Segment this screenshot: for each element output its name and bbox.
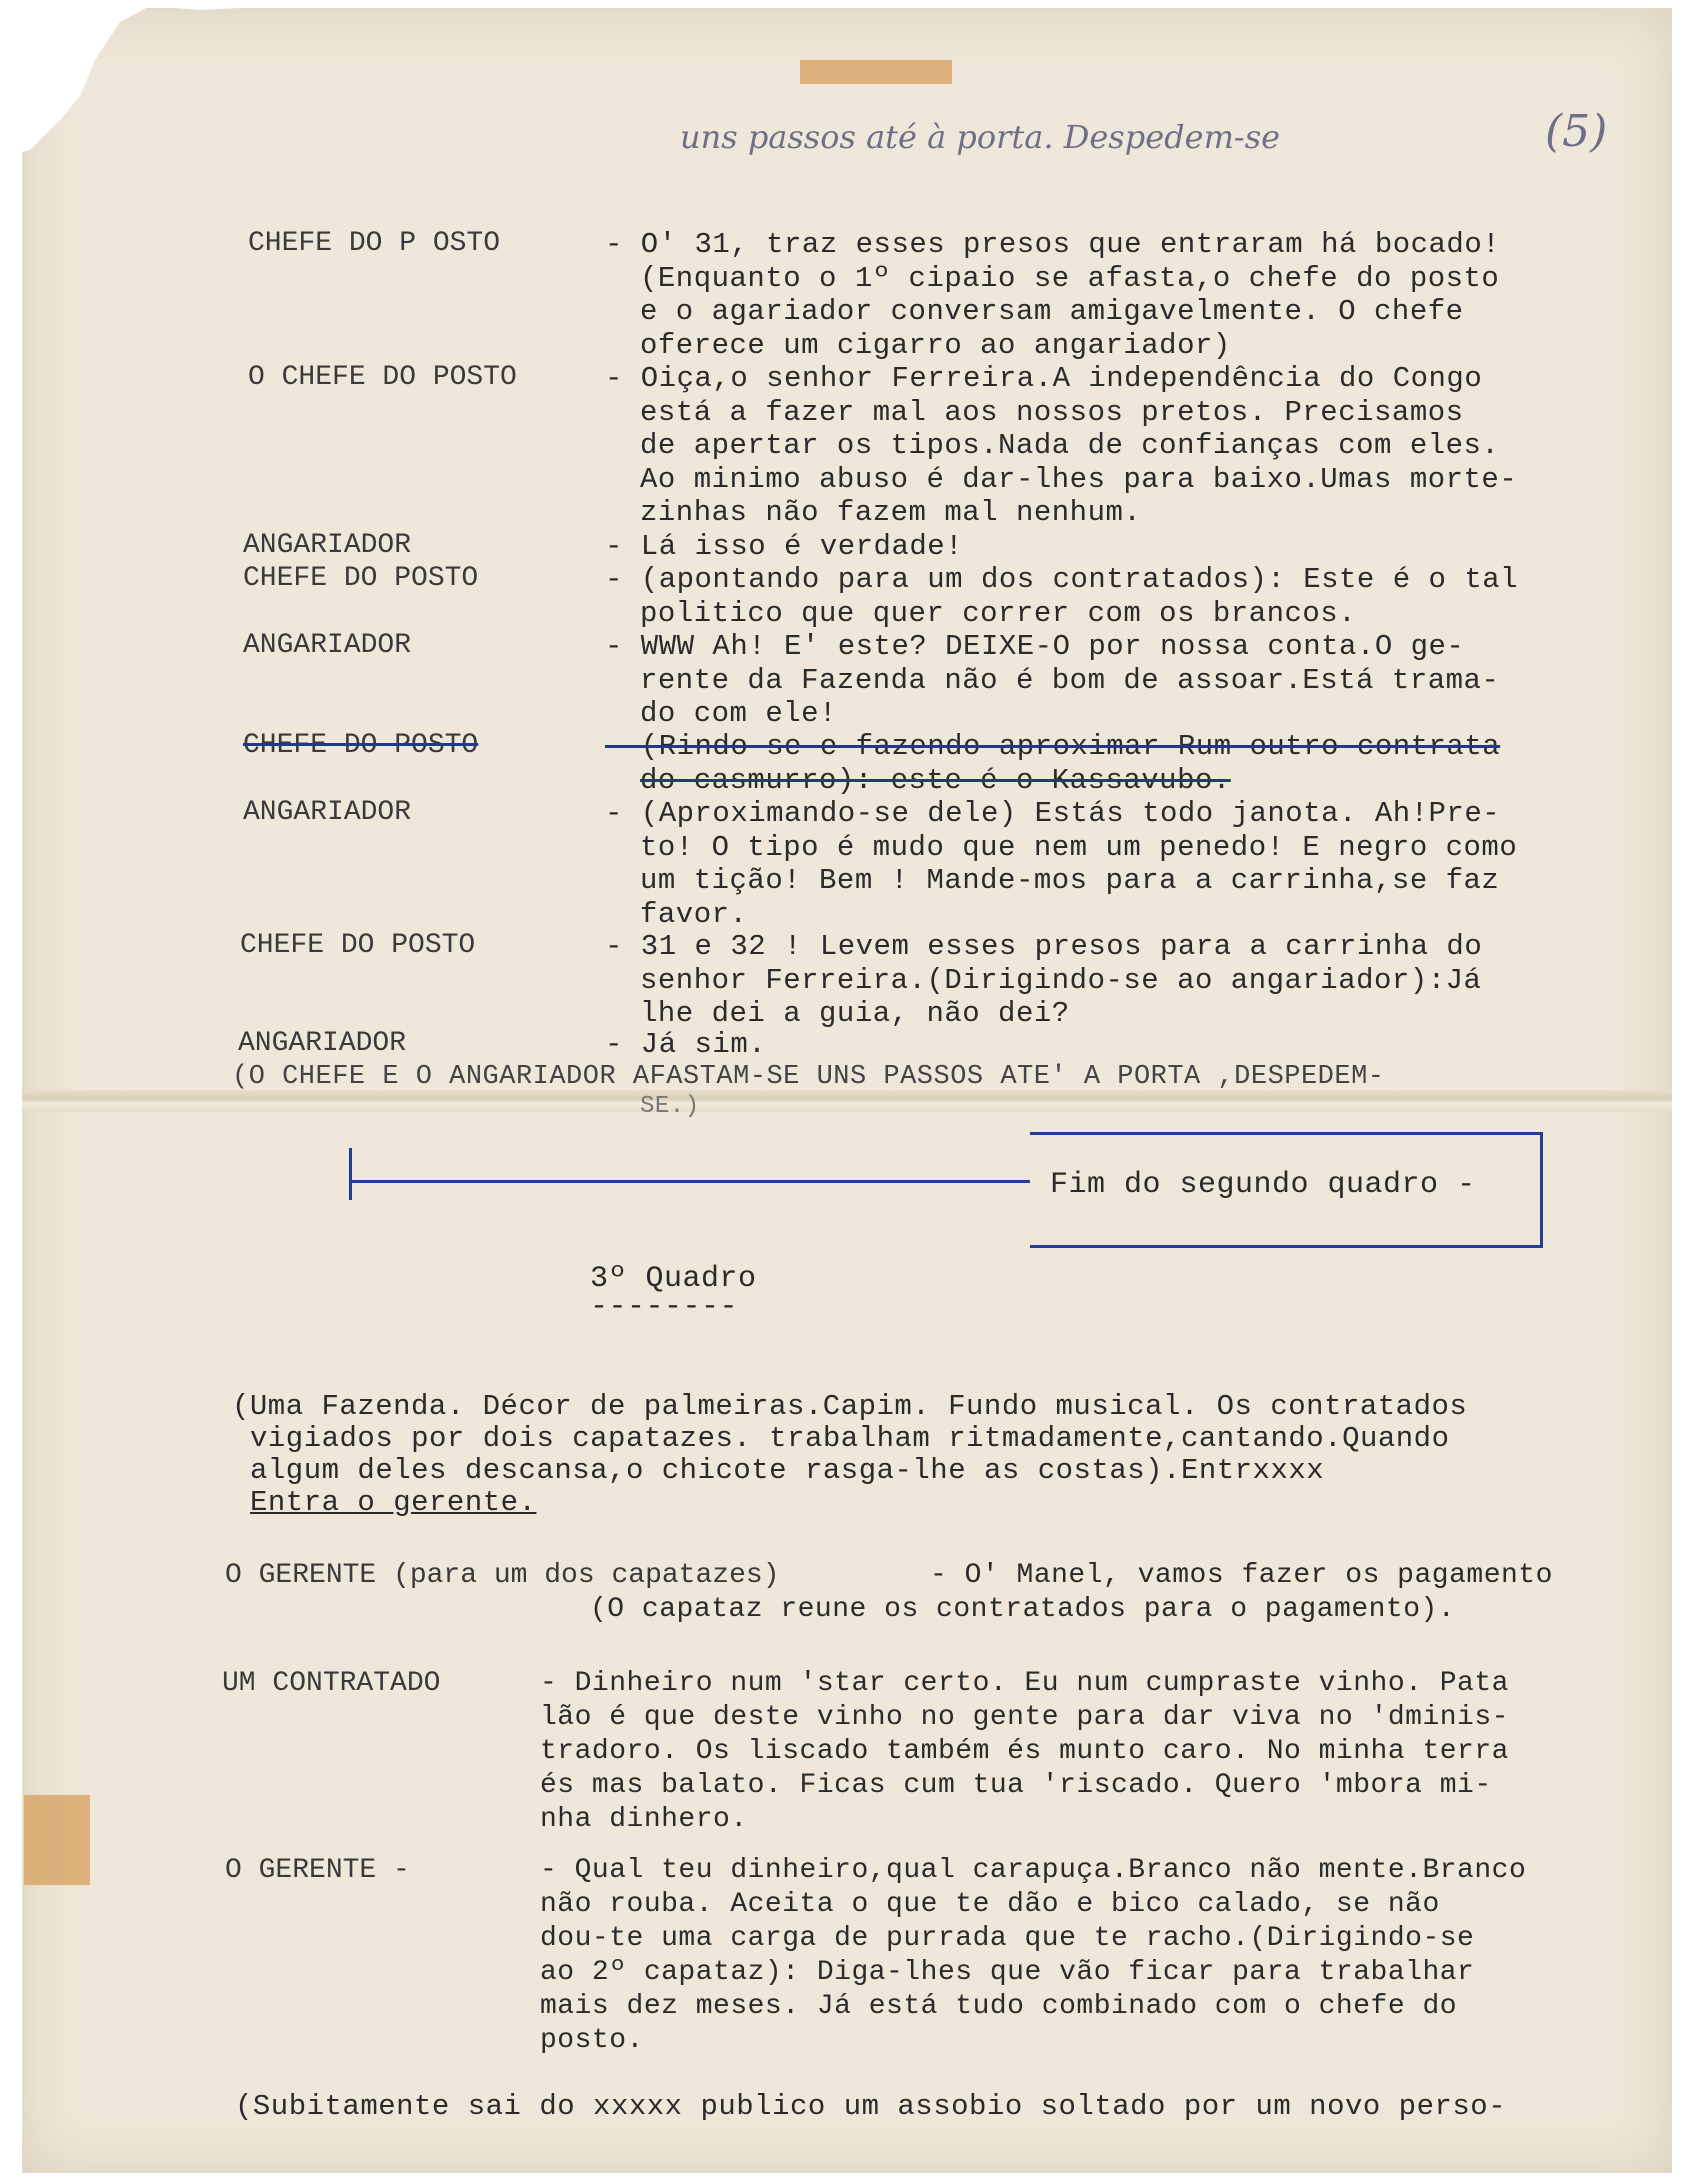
dialogue-line: um tição! Bem ! Mande-mos para a carrinha,se faz xyxy=(640,864,1500,897)
speaker-name: O GERENTE (para um dos capatazes) xyxy=(225,1560,780,1591)
handwritten-note: uns passos até à porta. Despedem-se xyxy=(680,118,1281,156)
speaker-name: ANGARIADOR xyxy=(243,797,412,828)
dialogue-line: - 31 e 32 ! Levem esses presos para a carrinha do xyxy=(605,930,1483,963)
dialogue-line: és mas balato. Ficas cum tua 'riscado. Quero 'mbora mi- xyxy=(540,1770,1492,1801)
intro-line: (Uma Fazenda. Décor de palmeiras.Capim. Fundo musical. Os contratados xyxy=(232,1390,1468,1423)
speaker-name: O GERENTE - xyxy=(225,1855,410,1886)
torn-corner xyxy=(0,0,260,160)
dialogue-line: senhor Ferreira.(Dirigindo-se ao angariador):Já xyxy=(640,963,1482,997)
dialogue-line: ao 2º capataz): Diga-lhes que vão ficar para trabalhar xyxy=(540,1957,1475,1988)
dialogue-line: politico que quer correr com os brancos. xyxy=(640,596,1357,630)
torn-stage-direction: (O CHEFE E O ANGARIADOR AFASTAM-SE UNS PASSOS ATE' A PORTA ,DESPEDEM- xyxy=(232,1062,1385,1092)
dialogue-line: e o agariador conversam amigavelmente. O chefe xyxy=(640,295,1464,328)
intro-line: Entra o gerente. xyxy=(250,1486,537,1519)
page-number: (5) xyxy=(1545,106,1608,157)
tape-left xyxy=(24,1795,90,1885)
torn-stage-direction-2: SE.) xyxy=(640,1093,700,1120)
end-scene-line xyxy=(350,1180,1030,1183)
dialogue-line: - Oiça,o senhor Ferreira.A independência do Congo xyxy=(605,362,1483,395)
dialogue-line: do casmurro): este é o Kassavubo. xyxy=(640,763,1231,797)
intro-line: vigiados por dois capatazes. trabalham ritmadamente,cantando.Quando xyxy=(250,1422,1450,1455)
dialogue-line: - Dinheiro num 'star certo. Eu num cumpraste vinho. Pata xyxy=(540,1668,1509,1699)
dialogue-line: dou-te uma carga de purrada que te racho.(Dirigindo-se xyxy=(540,1923,1475,1954)
dialogue-line: - Qual teu dinheiro,qual carapuça.Branco não mente.Branco xyxy=(540,1855,1527,1886)
fold-crease xyxy=(22,1090,1672,1112)
dialogue-line: - (Rindo-se e fazendo aproximar Rum outro contrata xyxy=(605,730,1501,763)
dialogue-line: - WWW Ah! E' este? DEIXE-O por nossa conta.O ge- xyxy=(605,630,1465,663)
speaker-name: ANGARIADOR xyxy=(243,530,412,561)
speaker-name: CHEFE DO P OSTO xyxy=(248,228,501,259)
dialogue-line: do com ele! xyxy=(640,697,837,730)
end-scene-label: Fim do segundo quadro - xyxy=(1050,1168,1476,1202)
dialogue-line: - Lá isso é verdade! xyxy=(605,530,964,563)
dialogue-line: zinhas não fazem mal nenhum. xyxy=(640,496,1142,529)
dialogue-line: to! O tipo é mudo que nem um penedo! E negro como xyxy=(640,830,1518,864)
dialogue-line: favor. xyxy=(640,897,748,931)
speaker-name: O CHEFE DO POSTO xyxy=(248,362,517,393)
end-scene-tick xyxy=(349,1148,352,1200)
dialogue-line: nha dinhero. xyxy=(540,1804,748,1835)
dialogue-line: lhe dei a guia, não dei? xyxy=(640,997,1070,1030)
dialogue-line: oferece um cigarro ao angariador) xyxy=(640,328,1231,362)
dialogue-line: está a fazer mal aos nossos pretos. Precisamos xyxy=(640,395,1464,429)
dialogue-line: rente da Fazenda não é bom de assoar.Está trama- xyxy=(640,663,1500,697)
dialogue-line: - (apontando para um dos contratados): Este é o tal xyxy=(605,563,1519,596)
dialogue-line: posto. xyxy=(540,2025,644,2056)
dialogue-line: (Enquanto o 1º cipaio se afasta,o chefe do posto xyxy=(640,261,1500,295)
dialogue-line: lão é que deste vinho no gente para dar viva no 'dminis- xyxy=(540,1702,1509,1733)
dialogue-line: de apertar os tipos.Nada de confianças com eles. xyxy=(640,429,1500,462)
dialogue-line: - (Aproximando-se dele) Estás todo janota. Ah!Pre- xyxy=(605,797,1501,830)
tape-top xyxy=(800,60,952,84)
dialogue-line: - O' Manel, vamos fazer os pagamento xyxy=(930,1560,1553,1591)
speaker-name: ANGARIADOR xyxy=(243,630,412,661)
intro-line: algum deles descansa,o chicote rasga-lhe as costas).Entrxxxx xyxy=(250,1454,1325,1487)
scene3-title-rule: -------- xyxy=(590,1290,739,1324)
dialogue-line: - O' 31, traz esses presos que entraram há bocado! xyxy=(605,228,1501,261)
dialogue-line: tradoro. Os liscado também és munto caro. No minha terra xyxy=(540,1736,1509,1767)
scene3-title: 3º Quadro xyxy=(590,1262,757,1296)
speaker-name: ANGARIADOR xyxy=(238,1028,407,1059)
speaker-name: CHEFE DO POSTO xyxy=(243,730,479,761)
closing-direction: (Subitamente sai do xxxxx publico um assobio soltado por um novo perso- xyxy=(235,2090,1507,2123)
speaker-name: CHEFE DO POSTO xyxy=(243,563,479,594)
dialogue-line: não rouba. Aceita o que te dão e bico calado, se não xyxy=(540,1889,1440,1920)
dialogue-line: (O capataz reune os contratados para o pagamento). xyxy=(590,1594,1456,1625)
speaker-name: CHEFE DO POSTO xyxy=(240,930,476,961)
speaker-name: UM CONTRATADO xyxy=(222,1668,441,1699)
dialogue-line: mais dez meses. Já está tudo combinado com o chefe do xyxy=(540,1991,1458,2022)
dialogue-line: - Já sim. xyxy=(605,1028,767,1061)
dialogue-line: Ao minimo abuso é dar-lhes para baixo.Umas morte- xyxy=(640,462,1518,496)
